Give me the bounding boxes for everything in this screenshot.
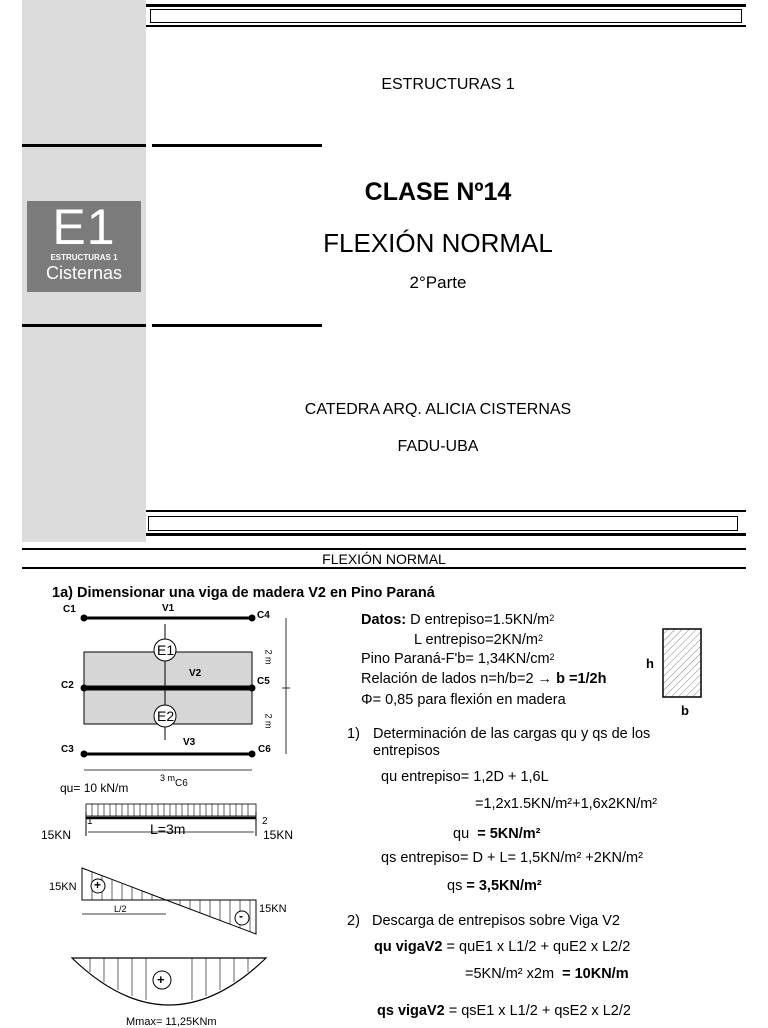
top-rule <box>146 4 746 7</box>
column-c3 <box>81 751 88 758</box>
accent-rule-left-bottom <box>22 324 146 327</box>
section-h: h <box>646 656 654 671</box>
relacion-line <box>361 671 606 688</box>
label-e1: E1 <box>157 642 175 658</box>
shear-plus: + <box>94 878 102 892</box>
part-label: 2°Parte <box>409 273 467 292</box>
datos-label: Datos: <box>361 612 407 628</box>
load-label: qu= 10 kN/m <box>60 781 129 795</box>
span-label: L=3m <box>150 821 186 837</box>
half-span-label: L/2 <box>114 904 127 914</box>
step2-number: 2) <box>347 913 360 929</box>
label-c3: C3 <box>61 744 74 755</box>
chair-name: CATEDRA ARQ. ALICIA CISTERNAS <box>304 401 572 418</box>
column-c4 <box>249 615 256 622</box>
class-title: CLASE Nº14 <box>364 178 512 206</box>
label-v3: V3 <box>183 737 196 748</box>
bottom-rule-2 <box>146 533 746 536</box>
top-rule-2 <box>146 25 746 27</box>
distributed-load <box>86 804 256 816</box>
label-c2: C2 <box>61 680 74 691</box>
reaction-right: 15KN <box>263 828 294 842</box>
accent-rule-left-top <box>22 144 146 147</box>
l-entrepiso-line: L $entrepiso=2KN/m^2$ <box>414 632 544 648</box>
logo-subtitle: ESTRUCTURAS 1 <box>50 253 118 262</box>
d-entrepiso: D entrepiso=1.5KN/m <box>410 612 550 628</box>
logo-name: Cisternas <box>45 263 123 283</box>
datos-block: Datos: D $entrepiso=1.5KN/m^2$ <box>361 612 555 628</box>
label-e2: E2 <box>157 708 175 724</box>
accent-rule-mid-top <box>152 144 322 147</box>
reaction-left: 15KN <box>41 828 72 842</box>
qs-entrepiso: qs entrepiso= D + L= 1,5KN/m² +2KN/m² <box>381 850 643 866</box>
dim-3m: 3 m <box>160 773 176 783</box>
column-c5 <box>249 685 256 692</box>
step1-number: 1) <box>347 726 360 742</box>
dim-2m-top: 2 m <box>263 649 274 665</box>
mmax-label: Mmax= 11,25KNm <box>126 1016 217 1028</box>
qu-calc: =1,2x1.5KN/m²+1,6x2KN/m² <box>475 796 658 812</box>
top-frame-box <box>150 9 742 23</box>
moment-plus: + <box>157 972 165 987</box>
label-v2: V2 <box>189 668 202 679</box>
bottom-frame-box <box>148 516 738 531</box>
label-c5: C5 <box>257 676 270 687</box>
qu-entrepiso: qu entrepiso= 1,2D + 1,6L <box>381 769 549 785</box>
qu-viga-formula: = quE1 x L1/2 + quE2 x L2/2 <box>446 939 631 955</box>
label-c6: C6 <box>258 744 271 755</box>
column-c6 <box>249 751 256 758</box>
qu-viga-result: = 10KN/m <box>562 966 629 982</box>
bottom-rule <box>146 510 746 512</box>
qu-viga-label: qu vigaV2 <box>374 939 443 955</box>
pino-parana: Pino Paraná-F'b= 1,34KN/cm <box>361 651 550 667</box>
qs-viga-formula: = qsE1 x L1/2 + qsE2 x L2/2 <box>448 1003 631 1019</box>
section-drawing <box>662 628 704 700</box>
column-c2 <box>81 685 88 692</box>
shear-right-label: 15KN <box>259 903 287 915</box>
page2-top-rule <box>22 548 746 550</box>
l-entrepiso: L entrepiso=2KN/m <box>414 632 538 648</box>
topic-title: FLEXIÓN NORMAL <box>323 228 553 258</box>
label-c4: C4 <box>257 610 270 621</box>
accent-rule-mid-bottom <box>152 324 322 327</box>
exercise-title: 1a) Dimensionar una viga de madera V2 en Pino Paraná <box>52 585 435 601</box>
qu-result-line <box>453 826 540 843</box>
shear-minus: - <box>239 909 243 923</box>
qs-viga-line <box>377 1003 631 1020</box>
e1-logo <box>27 201 141 292</box>
page2-header-rule <box>22 567 746 569</box>
qu-viga-calc: =5KN/m² x2m <box>465 966 555 982</box>
label-c1: C1 <box>63 604 76 615</box>
course-name: ESTRUCTURAS 1 <box>381 76 515 93</box>
qu-viga-line <box>374 939 630 956</box>
pino-line: Pino Paraná-F'b= $1,34KN/cm^2$ <box>361 651 555 667</box>
column-c1 <box>81 615 88 622</box>
phi-line: Φ= 0,85 para flexión en madera <box>361 692 566 708</box>
page2-header: FLEXIÓN NORMAL <box>322 551 446 567</box>
relacion-lados: Relación de lados n=h/b=2 → <box>361 671 553 687</box>
logo-e1: E1 <box>52 199 116 255</box>
dim-2m-bottom: 2 m <box>263 713 274 729</box>
qs-label: qs <box>447 878 463 894</box>
step1-text: Determinación de las cargas qu y qs de los entrepisos <box>373 726 651 759</box>
beam-diagram <box>40 600 340 1024</box>
qu-result: = 5KN/m² <box>477 826 541 842</box>
section-b: b <box>681 703 689 718</box>
label-v1: V1 <box>162 603 175 614</box>
label-c6-small: C6 <box>175 778 188 789</box>
support-2: 2 <box>262 816 268 827</box>
qu-viga-calc-line <box>465 966 629 983</box>
qu-label: qu <box>453 826 470 842</box>
qs-viga-label: qs vigaV2 <box>377 1003 445 1019</box>
support-1: 1 <box>87 816 93 827</box>
relacion-result: b =1/2h <box>556 671 607 687</box>
faculty-name: FADU-UBA <box>397 438 479 455</box>
qs-result-line <box>447 878 542 895</box>
shear-left-label: 15KN <box>49 881 77 893</box>
qs-result: = 3,5KN/m² <box>466 878 542 894</box>
step2-text: Descarga de entrepisos sobre Viga V2 <box>372 913 620 929</box>
